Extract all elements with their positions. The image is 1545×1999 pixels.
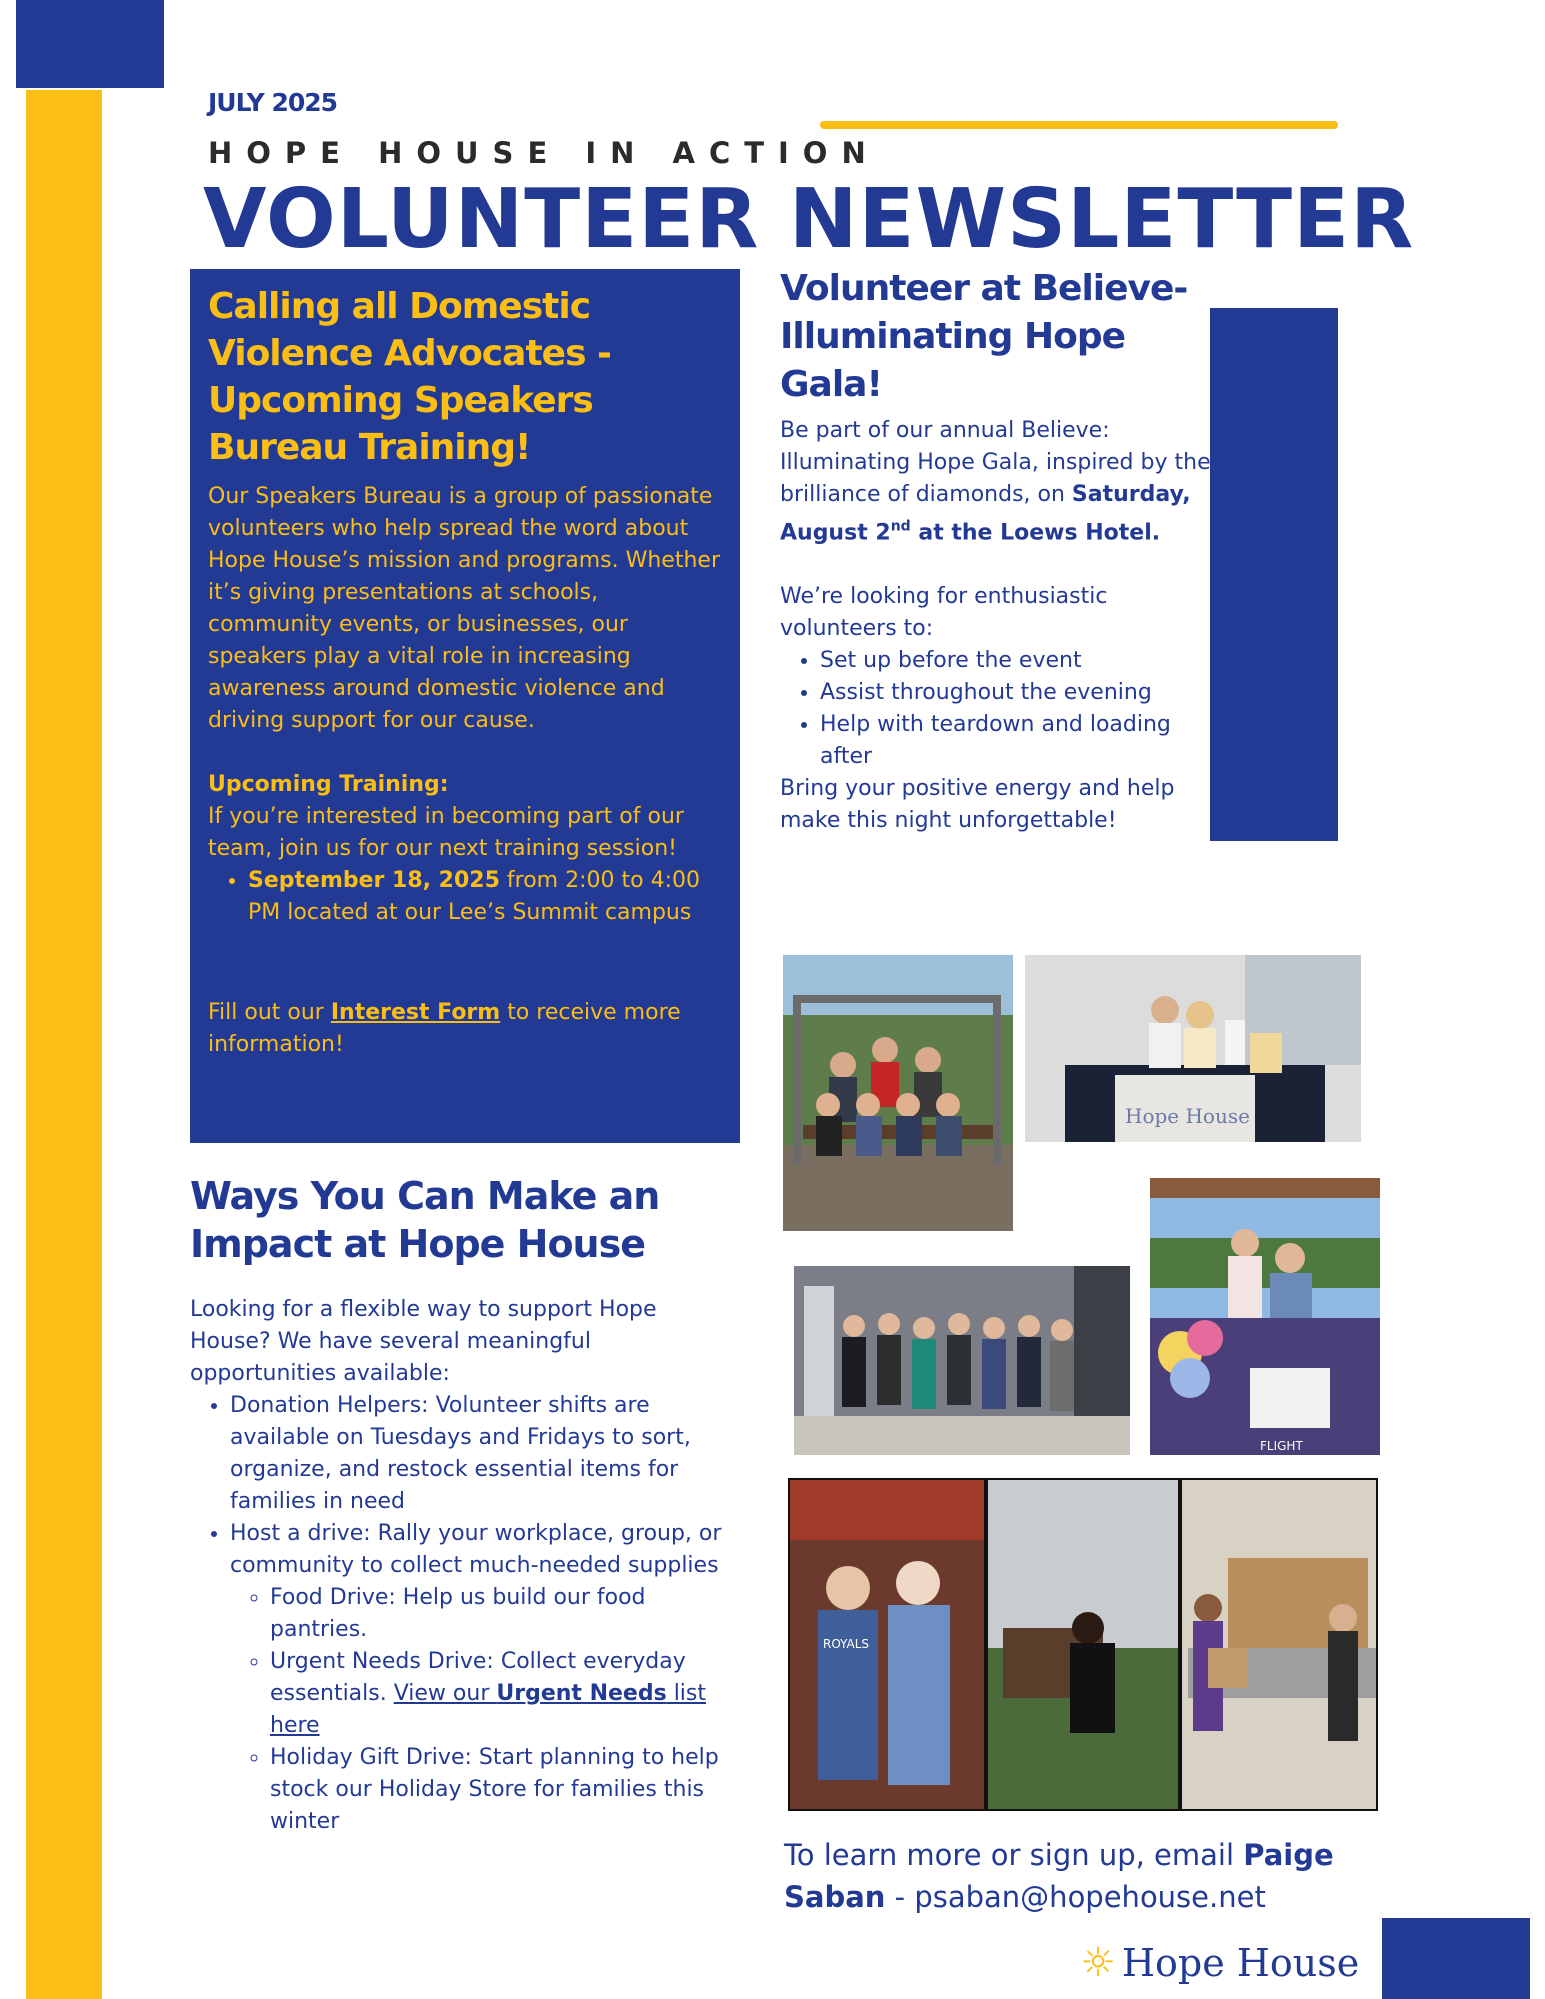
training-detail: from 2:00 to 4:00 PM located at our Lee’s Summit campus	[248, 868, 700, 925]
gala-task: • Help with teardown and loading after	[820, 709, 1220, 773]
gala-intro: Be part of our annual Believe: Illuminating Hope Gala, inspired by the brilliance of diamonds, on Saturday, August 2nd at the Loews Hotel.	[780, 418, 1211, 546]
logo-text: Hope House	[1121, 1941, 1360, 1985]
training-text: If you’re interested in becoming part of our team, join us for our next training session!	[208, 804, 684, 861]
speakers-intro: Our Speakers Bureau is a group of passionate volunteers who help spread the word about Hope House’s mission and programs. Whether it’s giving presentations at schools, community events, or businesses, our speakers play a vital role in increasing awareness around domestic violence and driving support for our cause.	[208, 484, 720, 733]
interest-form-link[interactable]: Interest Form	[330, 1000, 501, 1025]
left-accent-bar	[26, 90, 102, 1999]
photo-yard-cleanup	[794, 1266, 1130, 1455]
hoodie-text: ROYALS	[823, 1637, 870, 1651]
holiday-drive-item: ◦ Holiday Gift Drive: Start planning to help stock our Holiday Store for families this winter	[270, 1742, 730, 1838]
food-drive-item: ◦ Food Drive: Help us build our food pantries.	[270, 1582, 730, 1646]
gala-date: Saturday, August 2	[780, 482, 1191, 546]
training-heading: Upcoming Training:	[208, 772, 449, 797]
speakers-title: Calling all Domestic Violence Advocates - Upcoming Speakers Bureau Training!	[208, 286, 611, 468]
header-accent-line	[820, 121, 1338, 129]
signup-text: To learn more or sign up, email Paige Saban - psaban@hopehouse.net	[784, 1838, 1334, 1914]
gala-venue: at the Loews Hotel.	[910, 520, 1161, 546]
right-accent-bar	[1210, 308, 1338, 841]
photo-collage-bottom	[788, 1478, 1378, 1811]
drive-sublist	[230, 1582, 730, 1838]
ways-list	[190, 1390, 730, 1838]
training-date: September 18, 2025	[248, 868, 500, 893]
corner-block-top	[16, 0, 164, 88]
photo-volunteers-swing	[783, 955, 1013, 1231]
training-item	[248, 865, 724, 929]
donation-helpers-item: • Donation Helpers: Volunteer shifts are available on Tuesdays and Fridays to sort, organize, and restock essential items for families in need	[230, 1390, 730, 1518]
photo-flower-sale	[1150, 1178, 1380, 1455]
ways-section	[190, 1172, 730, 1838]
gala-looking: We’re looking for enthusiastic volunteers to:	[780, 584, 1108, 642]
issue-date: JULY 2025	[208, 88, 338, 117]
gala-task-list	[780, 645, 1220, 773]
interest-form-text: Fill out our Interest Form to receive more information!	[208, 1000, 681, 1057]
host-drive-item: • Host a drive: Rally your workplace, group, or community to collect much-needed supplies ◦ Food Drive: Help us build our food pantries. ◦ Urgent Needs Drive: Collect everyday essentials. View our Urgent Needs list here ◦ Holiday Gift Drive: Start planning to help stock our Holiday Store for families this winter	[230, 1518, 730, 1838]
table-sign-text: Hope House	[1125, 1104, 1250, 1128]
contact-email[interactable]: - psaban@hopehouse.net	[885, 1880, 1266, 1914]
hope-house-logo	[1080, 1940, 1359, 1986]
gala-closing: Bring your positive energy and help make this night unforgettable!	[780, 776, 1175, 834]
urgent-needs-link[interactable]: View our Urgent Needs list here	[270, 1681, 707, 1738]
speakers-bureau-section	[190, 269, 740, 1143]
newsletter-title: VOLUNTEER NEWSLETTER	[203, 172, 1415, 267]
sun-icon: ☼	[1080, 1940, 1116, 1986]
gala-task: • Assist throughout the evening	[820, 677, 1220, 709]
photo-info-table	[1025, 955, 1361, 1142]
gala-section	[780, 265, 1220, 837]
training-list	[208, 865, 724, 929]
urgent-drive-item: ◦ Urgent Needs Drive: Collect everyday essentials. View our Urgent Needs list here	[270, 1646, 730, 1742]
ways-intro: Looking for a flexible way to support Hope House? We have several meaningful opportunities available:	[190, 1297, 657, 1386]
ways-title: Ways You Can Make an Impact at Hope House	[190, 1174, 660, 1266]
contact-name: Paige Saban	[784, 1838, 1334, 1914]
corner-block-bottom	[1382, 1918, 1530, 1999]
box-label-text: FLIGHT	[1260, 1439, 1303, 1453]
gala-task: • Set up before the event	[820, 645, 1220, 677]
gala-title: Volunteer at Believe- Illuminating Hope Gala!	[780, 268, 1188, 405]
newsletter-kicker: HOPE HOUSE IN ACTION	[208, 136, 880, 170]
